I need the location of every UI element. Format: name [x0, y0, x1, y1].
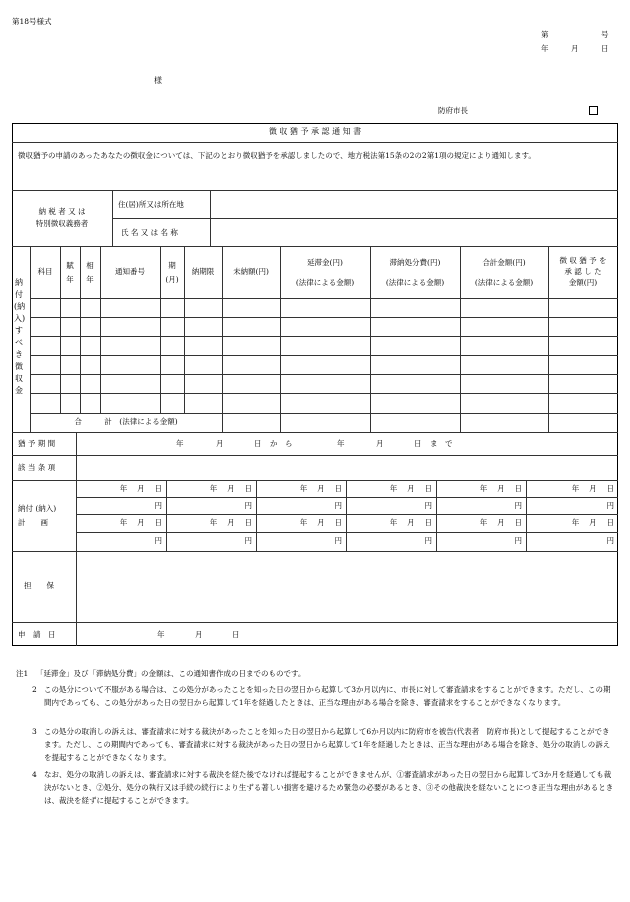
plan-yen-cell: 円 [334, 501, 342, 510]
plan-date-cell: 年 月 日 [119, 484, 162, 493]
deferral-from-year: 年 [176, 439, 184, 448]
plan-date-cell: 年 月 日 [119, 518, 162, 527]
plan-yen-cell: 円 [334, 536, 342, 545]
issuer: 防府市長 [438, 106, 468, 115]
plan-yen-cell: 円 [424, 536, 432, 545]
notice-form [12, 123, 618, 646]
form-title: 徴 収 猶 予 承 認 通 知 書 [268, 127, 362, 136]
col-period-2: (月) [165, 275, 179, 284]
col-late-fee-sub: (法律による金額) [295, 278, 355, 287]
plan-date-cell: 年 月 日 [389, 518, 432, 527]
deferral-from: か ら [270, 439, 293, 448]
col-fiscal-2: 年 [86, 275, 94, 284]
col-total: 合計金額(円) [482, 258, 526, 267]
payable-side-label: 納付(納入)すべき徴収金 [14, 278, 26, 395]
application-month: 月 [195, 630, 203, 639]
plan-date-cell: 年 月 日 [209, 518, 252, 527]
plan-date-cell: 年 月 日 [571, 484, 614, 493]
col-period-1: 期 [168, 261, 176, 270]
col-due: 納期限 [191, 267, 215, 276]
application-year: 年 [157, 630, 165, 639]
deferral-until-year: 年 [337, 439, 345, 448]
application-day: 日 [232, 630, 240, 639]
clause-label: 該 当 条 項 [18, 463, 56, 472]
col-late-fee: 延滞金(円) [307, 258, 343, 267]
number-prefix: 第 [541, 30, 549, 39]
plan-yen-cell: 円 [154, 501, 162, 510]
plan-date-cell: 年 月 日 [571, 518, 614, 527]
taxpayer-label-1: 納 税 者 又 は [38, 207, 86, 216]
note-1-head: 注1 [16, 669, 29, 678]
header-month: 月 [571, 44, 579, 53]
deferral-until-day: 日 [414, 439, 422, 448]
number-suffix: 号 [601, 30, 609, 39]
deferral-until-month: 月 [376, 439, 384, 448]
plan-yen-cell: 円 [514, 501, 522, 510]
plan-date-cell: 年 月 日 [299, 518, 342, 527]
plan-yen-cell: 円 [606, 501, 614, 510]
deferral-from-month: 月 [216, 439, 224, 448]
name-label: 氏 名 又 は 名 称 [121, 228, 178, 237]
plan-date-cell: 年 月 日 [389, 484, 432, 493]
plan-yen-cell: 円 [514, 536, 522, 545]
col-delinquency-fee-sub: (法律による金額) [385, 278, 445, 287]
note-3-head: 3 [32, 727, 37, 736]
col-approved-3: 金額(円) [568, 278, 598, 287]
intro-text: 徴収猶予の申請のあったあなたの徴収金については、下記のとおり徴収猶予を承認しましたので、地方税法第15条の2の2第1項の規定により通知します。 [18, 151, 536, 160]
plan-yen-cell: 円 [244, 501, 252, 510]
addressee-honorific: 様 [154, 76, 162, 85]
plan-label-1: 納付 (納入) [18, 504, 57, 513]
col-year-2: 年 [66, 275, 74, 284]
application-date-label: 申 請 日 [18, 630, 56, 639]
deferral-until: ま で [430, 439, 453, 448]
col-notice-no: 通知番号 [115, 267, 145, 276]
plan-date-cell: 年 月 日 [299, 484, 342, 493]
plan-date-cell: 年 月 日 [479, 518, 522, 527]
header-day: 日 [601, 44, 609, 53]
note-3: この処分の取消しの訴えは、審査請求に対する裁決があったことを知った日の翌日から起算して6か月以内に防府市を被告(代表者 防府市長)として提起することができます。ただし、この期間内であっても、審査請求に対する裁決があった日の翌日から起算して1年を経過したときは、正当な理由がある場合を除き、処分の取消しの訴えを提起することができなくなります。 [44, 727, 611, 762]
taxpayer-label-2: 特別徴収義務者 [35, 219, 89, 228]
plan-date-cell: 年 月 日 [209, 484, 252, 493]
col-fiscal-1: 相 [86, 261, 94, 270]
col-delinquency-fee: 滞納処分費(円) [389, 258, 441, 267]
col-unpaid: 未納額(円) [233, 267, 269, 276]
plan-yen-cell: 円 [606, 536, 614, 545]
col-item: 科目 [37, 267, 53, 276]
plan-yen-cell: 円 [424, 501, 432, 510]
col-total-sub: (法律による金額) [474, 278, 534, 287]
note-2-head: 2 [32, 685, 37, 694]
plan-yen-cell: 円 [244, 536, 252, 545]
header-year: 年 [541, 44, 549, 53]
security-label: 担 保 [24, 581, 54, 590]
seal-mark [589, 106, 598, 115]
col-year-1: 賦 [66, 261, 74, 270]
col-approved-1: 徴 収 猶 予 を [559, 256, 607, 265]
payable-total-label: 合 計 (法律による金額) [74, 417, 178, 426]
deferral-from-day: 日 [254, 439, 262, 448]
plan-yen-cell: 円 [154, 536, 162, 545]
note-2: この処分について不服がある場合は、この処分があったことを知った日の翌日から起算して3か月以内に、市長に対して審査請求をすることができます。ただし、この期間内であっても、この処分があった日の翌日から起算して1年を経過したときは、正当な理由がある場合を除き、審査請求をすることができなくなります。 [44, 685, 611, 707]
address-label: 住(居)所又は所在地 [118, 200, 184, 209]
note-4: なお、処分の取消しの訴えは、審査請求に対する裁決を経た後でなければ提起することができませんが、①審査請求があった日の翌日から起算して3か月を経過しても裁決がないとき、②処分、処分の執行又は手続の続行により生ずる著しい損害を避けるため緊急の必要があるとき、③その他裁決を経ないことにつき正当な理由があるときは、裁決を経ずに提起することができます。 [44, 770, 614, 805]
form-number: 第18号様式 [12, 17, 52, 26]
plan-date-cell: 年 月 日 [479, 484, 522, 493]
plan-label-2: 計 画 [18, 518, 48, 527]
note-4-head: 4 [32, 770, 37, 779]
note-1: 「延滞金」及び「滞納処分費」の金額は、この通知書作成の日までのものです。 [36, 669, 306, 678]
col-approved-2: 承 認 し た [564, 267, 602, 276]
deferral-label: 猶 予 期 間 [18, 439, 56, 448]
